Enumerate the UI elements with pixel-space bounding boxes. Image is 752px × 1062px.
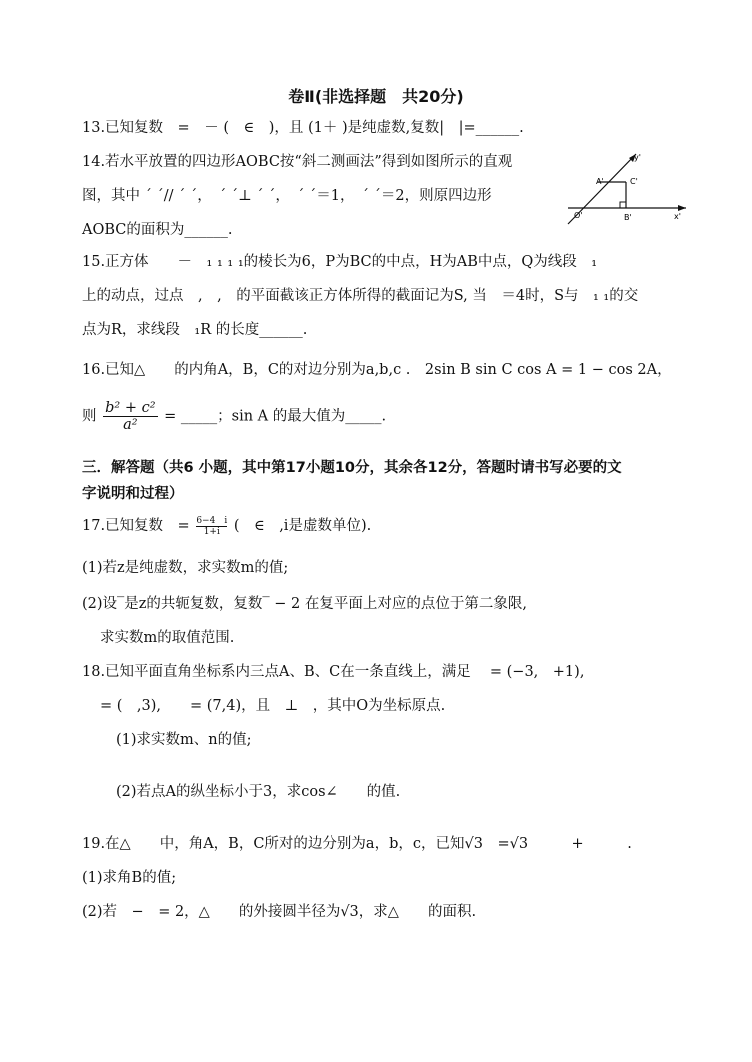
question-19-part-1: (1)求角B的值;: [82, 870, 177, 886]
question-17-part-2-cont: 求实数m的取值范围.: [100, 630, 235, 646]
q17-fraction: [196, 516, 227, 537]
question-17-part-1: (1)若z是纯虚数，求实数m的值;: [82, 560, 289, 576]
oblique-projection-figure: [558, 146, 690, 234]
question-14-line-2: 图，其中 ˊ ˊ// ˊ ˊ， ˊ ˊ⊥ ˊ ˊ， ˊ ˊ＝1， ˊ ˊ＝2，则原四边形: [82, 188, 492, 204]
q17-fraction-numerator: 6−4 i: [196, 515, 228, 526]
question-15-line-2: 上的动点，过点 , , 的平面截该正方体所得的截面记为S, 当 ＝4时，S与 ₁ ₁的交: [82, 288, 639, 304]
q16-fraction-denominator: a²: [123, 417, 138, 433]
section-3-heading-line-1: 三．解答题（共6 小题，其中第17小题10分，其余各12分，答题时请书写必要的文: [82, 460, 622, 476]
question-15-line-3: 点为R，求线段 ₁R 的长度______.: [82, 322, 308, 338]
q16-prefix: 则: [82, 408, 97, 425]
question-18-part-1: (1)求实数m、n的值;: [116, 732, 252, 748]
question-15-line-1: 15.正方体 － ₁ ₁ ₁ ₁的棱长为6，P为BC的中点，H为AB中点，Q为线段 ₁: [82, 254, 598, 270]
q16-fraction-numerator: b² + c²: [105, 400, 156, 416]
section-3-heading-line-2: 字说明和过程）: [82, 486, 184, 502]
q17-prefix: 17.已知复数 =: [82, 518, 190, 534]
q16-suffix: = _____；sin A 的最大值为_____.: [164, 408, 387, 425]
label-c: C': [630, 177, 638, 186]
q17-fraction-denominator: 1+i: [203, 526, 220, 537]
question-18-line-1: 18.已知平面直角坐标系内三点A、B、C在一条直线上，满足 = (−3, +1),: [82, 664, 585, 680]
label-y: y': [634, 153, 641, 162]
q17-suffix: ( ∈ ,i是虚数单位).: [233, 518, 372, 534]
label-x: x': [674, 212, 681, 221]
question-19-part-2: (2)若 − = 2，△ 的外接圆半径为√3，求△ 的面积.: [82, 904, 477, 920]
question-16-line-2: [82, 400, 386, 433]
question-16-line-1: 16.已知△ 的内角A，B，C的对边分别为a,b,c . 2sin B sin C cos A = 1 − cos 2A，: [82, 362, 672, 378]
question-13: 13.已知复数 = － ( ∈ )，且 (1＋ )是纯虚数,复数| |=______.: [82, 120, 524, 136]
question-18-line-2: = ( ,3), = (7,4)，且 ⊥ ，其中O为坐标原点.: [100, 698, 446, 714]
question-18-part-2: (2)若点A的纵坐标小于3，求cos∠ 的值.: [116, 784, 401, 800]
question-17: [82, 514, 371, 537]
x-axis-arrow: [678, 205, 686, 211]
question-17-part-2: (2)设‾是z的共轭复数，复数‾ − 2 在复平面上对应的点位于第二象限,: [82, 596, 527, 612]
q16-fraction: [103, 400, 157, 433]
question-19-line-1: 19.在△ 中，角A，B，C所对的边分别为a，b，c，已知√3 =√3 + .: [82, 836, 632, 852]
question-14-line-1: 14.若水平放置的四边形AOBC按“斜二测画法”得到如图所示的直观: [82, 154, 513, 170]
label-a: A': [596, 177, 604, 186]
question-14-line-3: AOBC的面积为______.: [82, 222, 233, 238]
right-angle-mark: [620, 202, 626, 208]
label-o: O': [574, 211, 583, 220]
label-b: B': [624, 213, 632, 222]
section-title: 卷Ⅱ(非选择题 共20分): [288, 87, 464, 106]
